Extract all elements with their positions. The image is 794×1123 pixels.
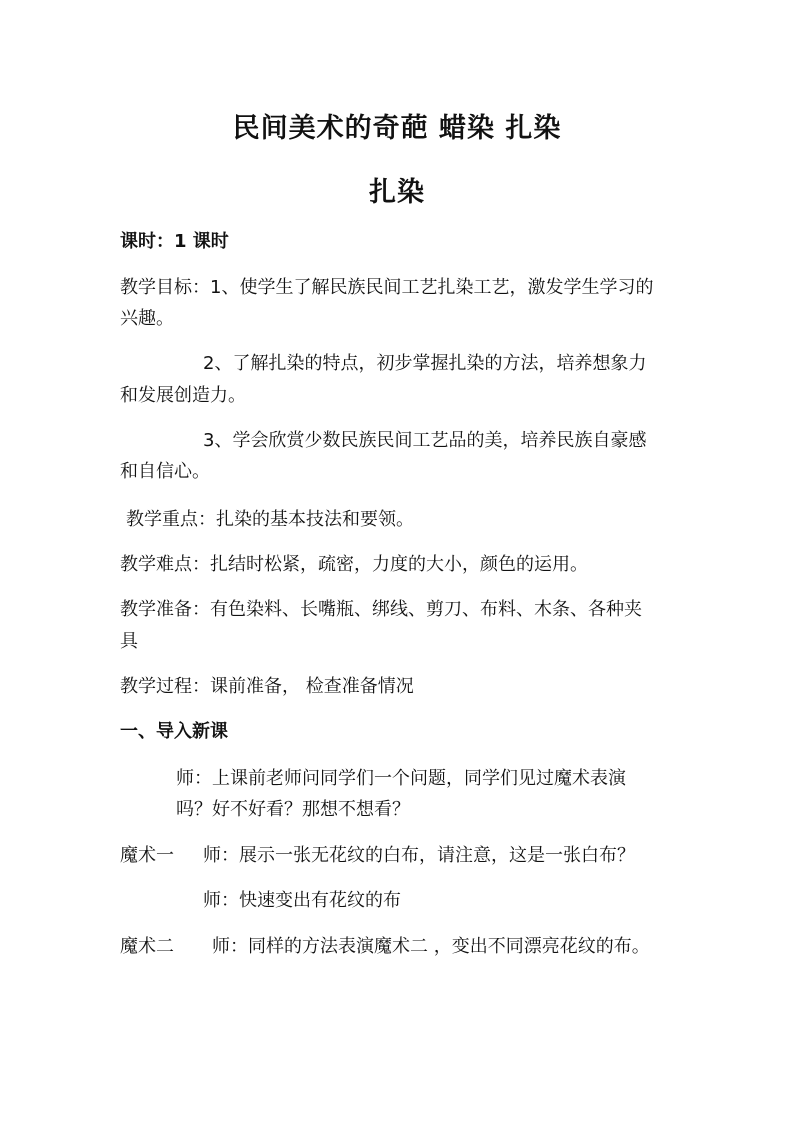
class-period: 课时：1 课时	[120, 231, 229, 252]
magic-1-label: 魔术一	[120, 845, 174, 866]
goal-1-line-2: 兴趣。	[120, 308, 174, 329]
document-subtitle: 扎染	[369, 177, 425, 208]
preparation-line-1: 教学准备：有色染料、长嘴瓶、绑线、剪刀、布料、木条、各种夹	[120, 599, 642, 620]
section-heading: 一、导入新课	[120, 721, 228, 742]
difficulty: 教学难点：扎结时松紧，疏密，力度的大小，颜色的运用。	[120, 554, 588, 575]
teaching-process: 教学过程：课前准备， 检查准备情况	[120, 676, 414, 697]
goal-2-line-1: 2、了解扎染的特点，初步掌握扎染的方法，培养想象力	[203, 353, 647, 374]
teacher-line-1: 师：上课前老师问同学们一个问题，同学们见过魔术表演	[176, 768, 626, 789]
preparation-line-2: 具	[120, 631, 138, 652]
magic-1-text-2: 师：快速变出有花纹的布	[203, 890, 401, 911]
goal-3-line-2: 和自信心。	[120, 461, 210, 482]
document-title: 民间美术的奇葩 蜡染 扎染	[232, 113, 562, 144]
goal-2-line-2: 和发展创造力。	[120, 385, 246, 406]
magic-2-label: 魔术二	[120, 936, 174, 957]
goal-1-line-1: 教学目标：1、使学生了解民族民间工艺扎染工艺，激发学生学习的	[120, 277, 654, 298]
goal-3-line-1: 3、学会欣赏少数民族民间工艺品的美，培养民族自豪感	[203, 430, 647, 451]
magic-2-text: 师：同样的方法表演魔术二 ，变出不同漂亮花纹的布。	[212, 936, 650, 957]
magic-1-text: 师：展示一张无花纹的白布，请注意，这是一张白布？	[203, 845, 635, 866]
key-point: 教学重点：扎染的基本技法和要领。	[126, 509, 414, 530]
teacher-line-2: 吗？好不好看？那想不想看？	[176, 799, 410, 820]
